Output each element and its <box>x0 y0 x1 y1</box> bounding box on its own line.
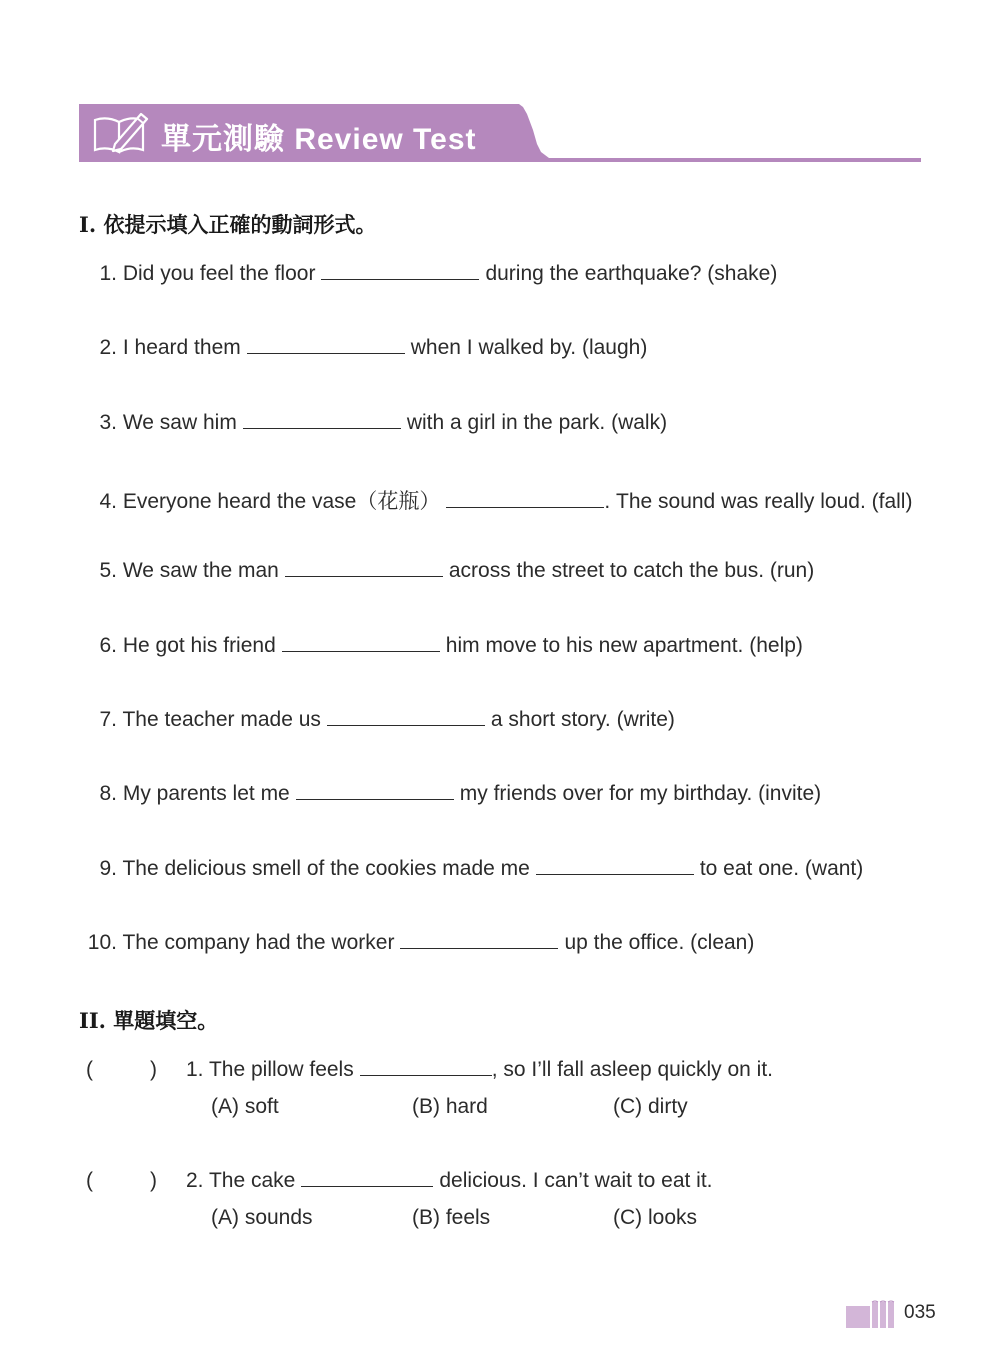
question-text-before: The teacher made us <box>122 708 321 731</box>
answer-blank[interactable] <box>301 1185 433 1187</box>
question-text-before: We saw him <box>122 411 237 434</box>
question-number: 2. <box>186 1169 204 1192</box>
part2-question-1 <box>186 1058 773 1082</box>
review-test-banner <box>79 104 921 162</box>
question-number: 8. <box>99 782 117 805</box>
question-number: 6. <box>99 634 117 657</box>
question-text-after: across the street to catch the bus. (run) <box>448 559 815 582</box>
part2-heading: II. 單題填空。 <box>79 1008 219 1033</box>
page-title: 單元測驗 Review Test <box>161 123 477 156</box>
banner-block <box>79 104 519 158</box>
answer-blank[interactable] <box>536 873 694 875</box>
part1-question-7 <box>79 708 675 732</box>
answer-blank[interactable] <box>400 947 558 949</box>
notebook-pencil-icon <box>89 110 153 156</box>
question-number: 10. <box>87 931 117 954</box>
answer-paren-open: ( <box>86 1169 93 1192</box>
question-text-after: my friends over for my birthday. (invite) <box>459 782 822 805</box>
part1-question-8 <box>79 782 821 806</box>
answer-blank[interactable] <box>243 427 401 429</box>
question-text-before: We saw the man <box>122 559 279 582</box>
question-text-after: delicious. I can’t wait to eat it. <box>439 1169 713 1192</box>
question-number: 1. <box>99 262 117 285</box>
part1-question-1 <box>79 262 777 286</box>
answer-blank[interactable] <box>321 278 479 280</box>
question-text-after: him move to his new apartment. (help) <box>445 634 803 657</box>
answer-blank[interactable] <box>327 724 485 726</box>
page-footer <box>846 1300 956 1330</box>
answer-blank[interactable] <box>446 506 604 508</box>
option-c: (C) dirty <box>613 1095 688 1118</box>
question-text-before: I heard them <box>122 336 241 359</box>
part1-question-9 <box>79 857 863 881</box>
question-number: 1. <box>186 1058 204 1081</box>
option-b: (B) hard <box>412 1095 488 1118</box>
part1-question-6 <box>79 634 803 658</box>
part1-question-2 <box>79 336 647 360</box>
question-text-after: when I walked by. (laugh) <box>410 336 648 359</box>
option-a: (A) sounds <box>211 1206 313 1229</box>
question-text-before: The company had the worker <box>122 931 395 954</box>
part1-question-10 <box>79 931 754 955</box>
answer-blank[interactable] <box>285 575 443 577</box>
option-b: (B) feels <box>412 1206 491 1229</box>
answer-blank[interactable] <box>296 798 454 800</box>
question-text-before: My parents let me <box>122 782 290 805</box>
question-text-before: The cake <box>208 1169 296 1192</box>
banner-tail <box>519 104 549 162</box>
answer-blank[interactable] <box>360 1074 492 1076</box>
banner-underline <box>79 158 921 162</box>
option-a: (A) soft <box>211 1095 279 1118</box>
question-text-after: to eat one. (want) <box>699 857 864 880</box>
answer-paren-open: ( <box>86 1058 93 1081</box>
part1-question-5 <box>79 559 814 583</box>
question-text-before: Everyone heard the vase（花瓶） <box>122 490 441 513</box>
part1-question-3 <box>79 411 667 435</box>
answer-blank[interactable] <box>247 352 405 354</box>
question-text-after: , so I’ll fall asleep quickly on it. <box>491 1058 774 1081</box>
question-number: 4. <box>99 490 117 513</box>
question-number: 7. <box>99 708 117 731</box>
books-icon <box>846 1300 898 1328</box>
question-text-before: Did you feel the floor <box>122 262 316 285</box>
option-c: (C) looks <box>613 1206 698 1229</box>
question-text-after: up the office. (clean) <box>564 931 755 954</box>
answer-blank[interactable] <box>282 650 440 652</box>
part2-question-2 <box>186 1169 713 1193</box>
question-text-before: The delicious smell of the cookies made me <box>122 857 530 880</box>
question-text-after: during the earthquake? (shake) <box>485 262 778 285</box>
answer-paren-close: ) <box>150 1058 157 1081</box>
answer-paren-close: ) <box>150 1169 157 1192</box>
question-text-after: with a girl in the park. (walk) <box>406 411 668 434</box>
question-number: 5. <box>99 559 117 582</box>
question-number: 2. <box>99 336 117 359</box>
page-number: 035 <box>904 1302 936 1323</box>
part1-heading: I. 依提示填入正確的動詞形式。 <box>79 212 377 237</box>
question-text-before: He got his friend <box>122 634 276 657</box>
question-number: 9. <box>99 857 117 880</box>
question-number: 3. <box>99 411 117 434</box>
question-text-before: The pillow feels <box>208 1058 354 1081</box>
question-text-after: a short story. (write) <box>490 708 675 731</box>
question-text-after: . The sound was really loud. (fall) <box>604 490 913 513</box>
part1-question-4 <box>79 485 912 515</box>
